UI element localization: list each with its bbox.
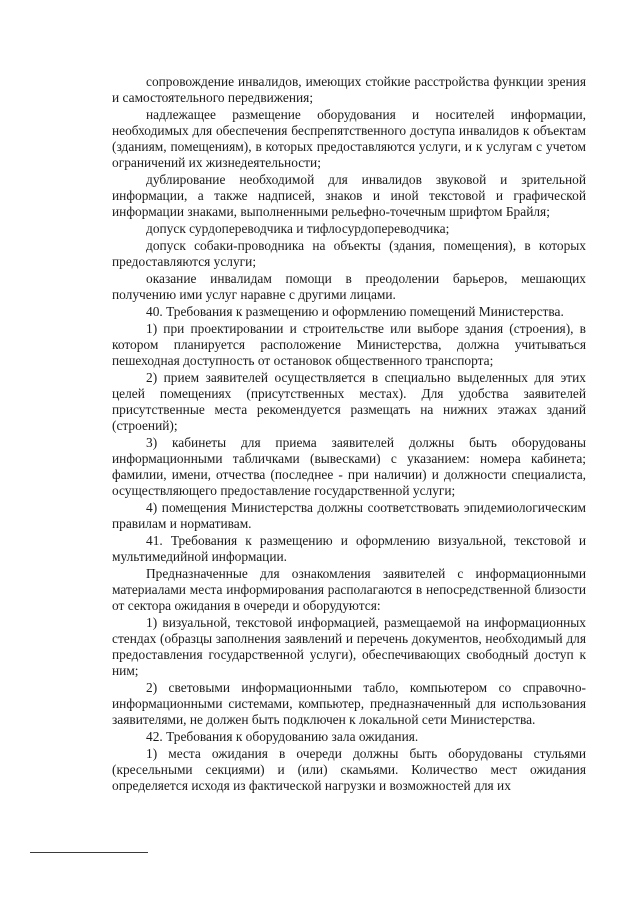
paragraph-40-4: 4) помещения Министерства должны соответствовать эпидемиологическим правилам и нормативам.: [112, 500, 586, 531]
footnote-separator-line: [30, 852, 148, 853]
paragraph-42-1: 1) места ожидания в очереди должны быть оборудованы стульями (кресельными секциями) и (или) скамьями. Количество мест ожидания определяется исходя из фактической нагрузки и возможностей для их: [112, 746, 586, 793]
paragraph-40-2: 2) прием заявителей осуществляется в специально выделенных для этих целей помещениях (присутственных местах). Для удобства заявителей присутственные места рекомендуется размещать на нижних этажах зданий (строений);: [112, 370, 586, 433]
paragraph-4: допуск сурдопереводчика и тифлосурдопереводчика;: [146, 221, 450, 236]
paragraph-41-intro: Предназначенные для ознакомления заявителей с информационными материалами места информирования располагаются в непосредственной близости от сектора ожидания в очереди и оборудуются:: [112, 566, 586, 613]
section-41-heading: 41. Требования к размещению и оформлению визуальной, текстовой и мультимедийной информации.: [112, 533, 586, 564]
paragraph-1: сопровождение инвалидов, имеющих стойкие расстройства функции зрения и самостоятельного передвижения;: [112, 74, 586, 105]
section-40-heading: 40. Требования к размещению и оформлению помещений Министерства.: [146, 304, 564, 319]
paragraph-40-1: 1) при проектировании и строительстве или выборе здания (строения), в котором планируется расположение Министерства, должна учитываться пешеходная доступность от остановок общественного транспорта;: [112, 321, 586, 368]
paragraph-5: допуск собаки-проводника на объекты (здания, помещения), в которых предоставляются услуги;: [112, 238, 586, 269]
paragraph-6: оказание инвалидам помощи в преодолении барьеров, мешающих получению ими услуг наравне с другими лицами.: [112, 271, 586, 302]
paragraph-3: дублирование необходимой для инвалидов звуковой и зрительной информации, а также надписей, знаков и иной текстовой и графической информации знаками, выполненными рельефно-точечным шрифтом Брайля;: [112, 172, 586, 219]
paragraph-2: надлежащее размещение оборудования и носителей информации, необходимых для обеспечения беспрепятственного доступа инвалидов к объектам (зданиям, помещениям), в которых предоставляются услуги, и к услугам с учетом ограничений их жизнедеятельности;: [112, 107, 586, 170]
section-42-heading: 42. Требования к оборудованию зала ожидания.: [146, 729, 419, 744]
document-page: [112, 74, 586, 795]
paragraph-41-1: 1) визуальной, текстовой информацией, размещаемой на информационных стендах (образцы заполнения заявлений и перечень документов, необходимый для предоставления государственной услуги), обеспечивающих свободный доступ к ним;: [112, 615, 586, 678]
paragraph-41-2: 2) световыми информационными табло, компьютером со справочно-информационными системами, компьютер, предназначенный для использования заявителями, не должен быть подключен к локальной сети Министерства.: [112, 680, 586, 727]
paragraph-40-3: 3) кабинеты для приема заявителей должны быть оборудованы информационными табличками (вывесками) с указанием: номера кабинета; фамилии, имени, отчества (последнее - при наличии) и должности специалиста, осуществляющего предоставление государственной услуги;: [112, 435, 586, 498]
